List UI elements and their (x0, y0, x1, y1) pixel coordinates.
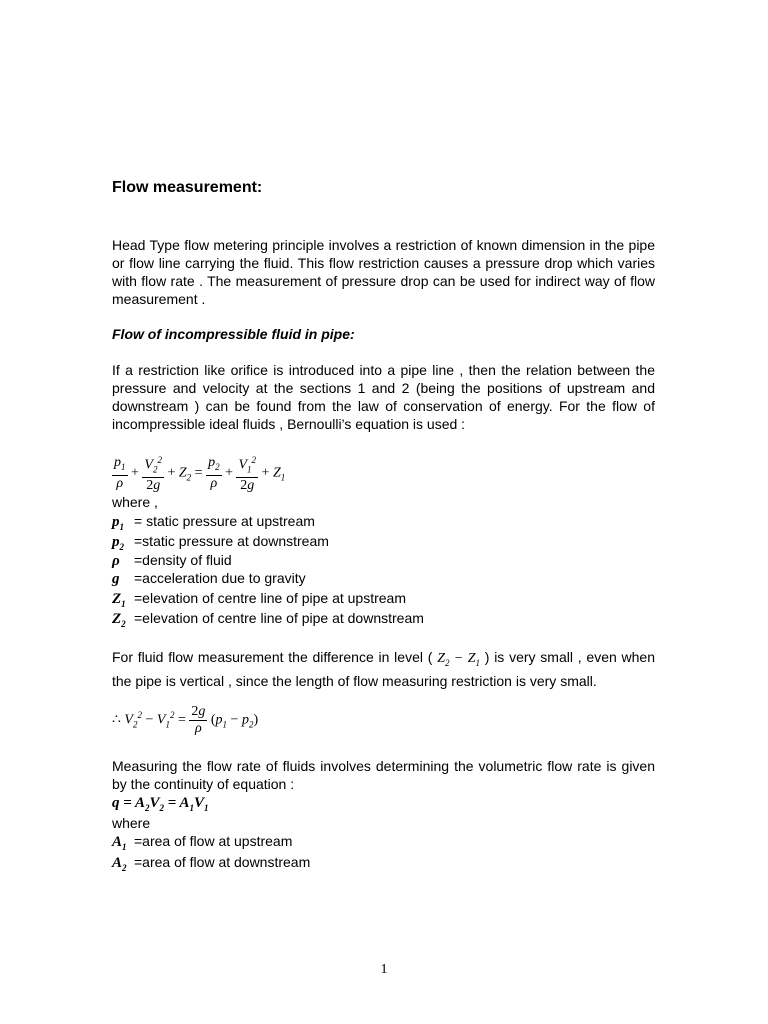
a1-symbol: $A_1$ (112, 834, 127, 852)
velocity-equation: ∴ $V_2^2 - V_1^2$ = $\frac{2g}{\rho}$ $(p_1 - p_2)$ (112, 704, 259, 736)
z2-symbol: $Z_2$ (112, 611, 126, 629)
flow-rate-paragraph: Measuring the flow rate of fluids involves determining the volumetric flow rate is given by the continuity of equation : (112, 758, 655, 792)
p2-symbol: $p_2$ (112, 534, 124, 552)
continuity-equation: $q = A_2V_2 = A_1V_1$ (112, 795, 209, 813)
bernoulli-intro-paragraph: If a restriction like orifice is introduced into a pipe line , then the relation between the pressure and velocity at the sections 1 and 2 (being the positions of upstream and downstream ) can be found from the law of conservation of energy. For the flow of incompressible ideal fluids , Bernoulli’s equation is used : (112, 362, 655, 432)
definition-z1: $Z_1$ =elevation of centre line of pipe at upstream (112, 589, 406, 613)
page-title: Flow measurement: (112, 179, 263, 196)
definition-p2: $p_2$ =static pressure at downstream (112, 532, 329, 556)
rho-symbol: ρ (112, 553, 120, 569)
z1-symbol: $Z_1$ (112, 591, 126, 609)
intro-paragraph: Head Type flow metering principle involves a restriction of known dimension in the pipe or flow line carrying the fluid. This flow restriction causes a pressure drop which varies with flow rate . The measurement of pressure drop can be used for indirect way of flow measurement . (112, 237, 655, 307)
g-symbol: g (112, 571, 120, 587)
page-number: 1 (380, 962, 388, 977)
definition-rho: ρ =density of fluid (112, 552, 232, 569)
where-label-2: where (112, 815, 151, 831)
definition-p1: $p_1$ = static pressure at upstream (112, 512, 315, 536)
definition-a1: $A_1$ =area of flow at upstream (112, 832, 292, 856)
section-heading: Flow of incompressible fluid in pipe: (112, 326, 355, 342)
z2-minus-z1: $Z_2 - Z_1$ (437, 651, 480, 668)
where-label: where , (112, 494, 158, 510)
bernoulli-equation: $\frac{p_1}{\rho}$ + $\frac{V_2^2}{2g}$ + $Z_2$ = $\frac{p_2}{\rho}$ + $\frac{V_1^2}{2g}$ + $Z_1$ (112, 452, 285, 494)
p1-symbol: $p_1$ (112, 514, 124, 532)
definition-a2: $A_2$ =area of flow at downstream (112, 853, 310, 877)
a2-symbol: $A_2$ (112, 855, 127, 873)
definition-z2: $Z_2$ =elevation of centre line of pipe at downstream (112, 609, 424, 633)
definition-g: g =acceleration due to gravity (112, 570, 306, 587)
level-difference-paragraph: For fluid flow measurement the difference in level ( $Z_2 - Z_1$ ) is very small , even when the pipe is vertical , since the length of flow measuring restriction is very small. (112, 649, 656, 689)
